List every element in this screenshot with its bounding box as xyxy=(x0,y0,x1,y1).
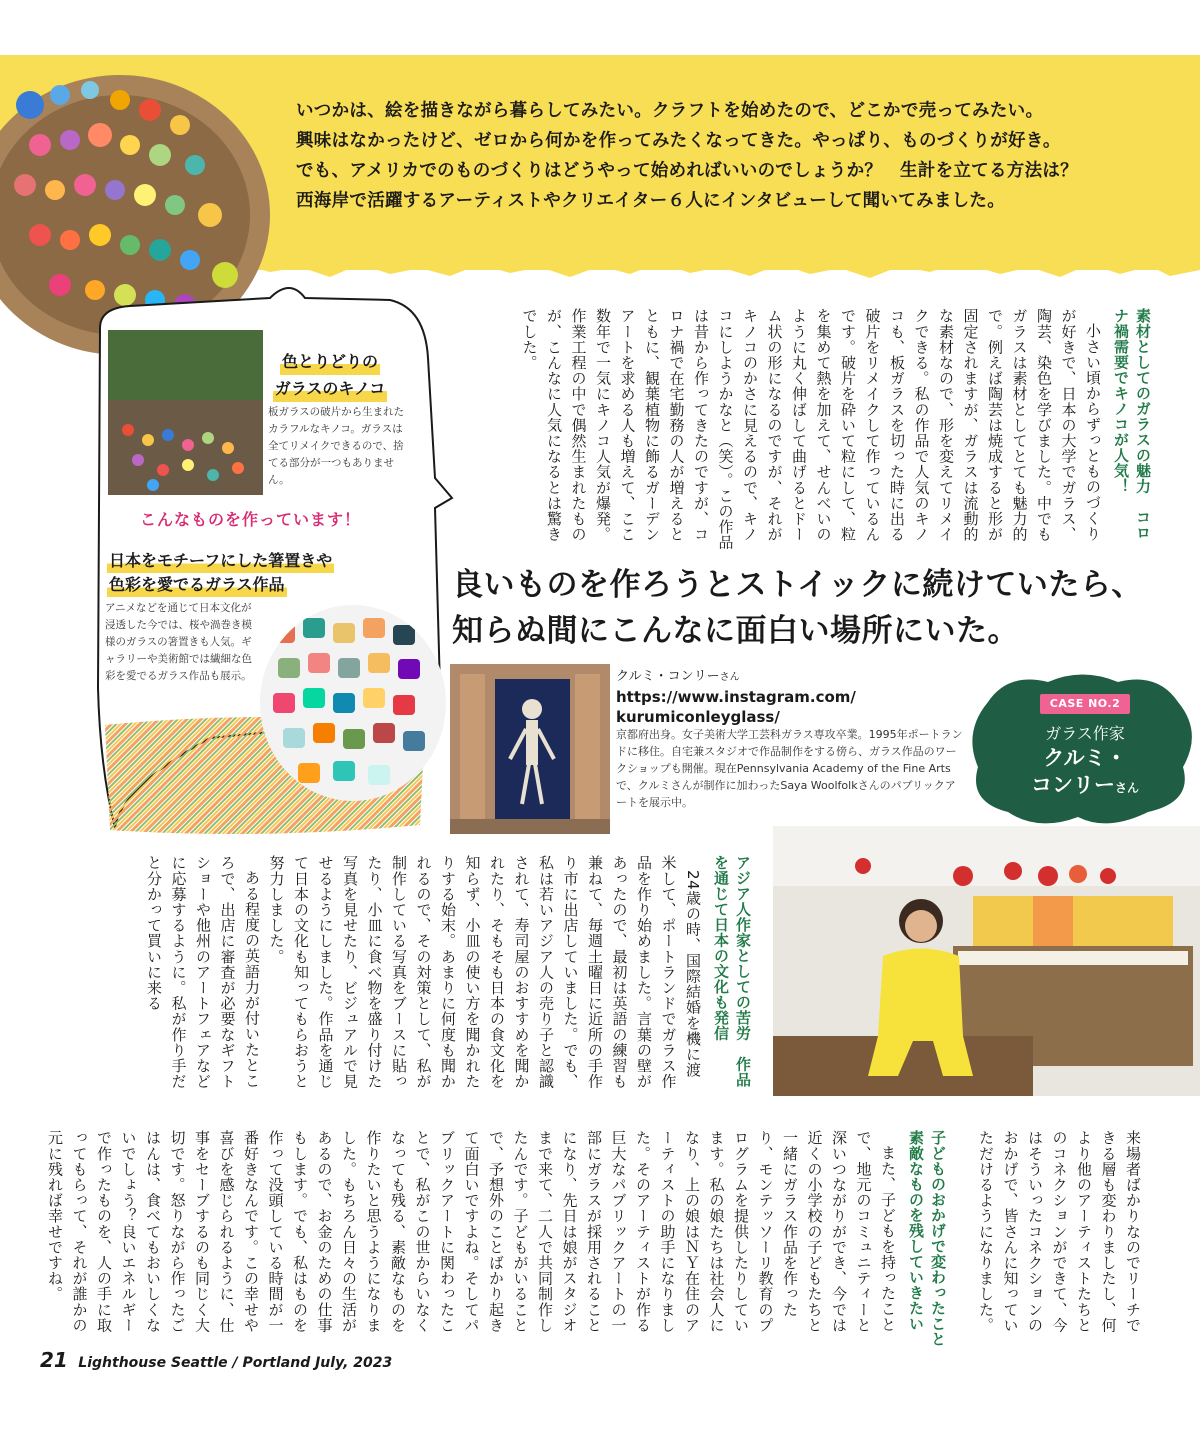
section-2-heading: アジア人作家としての苦労 作品を通じて日本の文化も発信 xyxy=(712,855,752,1088)
profile-name xyxy=(616,665,740,684)
section-2-paragraph-1: 24歳の時、国際結婚を機に渡米して、ポートランドでガラス作品を作り始めました。言葉の壁があったので、最初は英語の練習も兼ねて、毎週土曜日に近所の手作り市に出店していました。でも、私は若いアジア人の売り子と認識されて、寿司屋のおすすめを聞かれたり、そもそも日本の食文化を知らず、小皿の使い方を聞かれたりする始末。あまりに何度も聞かれるので、その対策として、私が制作している写真をブースに貼ったり、小皿に食べ物を盛り付けた写真を見せたり、ビジュアルで見せるようにしました。作品を通じて日本の文化も知ってもらおうと努力しました。 xyxy=(267,855,702,1089)
section-1-heading: 素材としてのガラスの魅力 コロナ禍需要でキノコが人気！ xyxy=(1112,308,1152,541)
section-2-body xyxy=(75,855,705,1090)
intro-line-3: でも、アメリカでのものづくりはどうやって始めればいいのでしょうか？ 生計を立てる方法は？ xyxy=(296,161,1078,181)
profile-url-line-2[interactable]: kurumiconleyglass/ xyxy=(616,708,780,726)
profile-url-line-1[interactable]: https://www.instagram.com/ xyxy=(616,688,856,706)
intro-line-1: いつかは、絵を描きながら暮らしてみたい。クラフトを始めたので、どこかで売ってみたい。 xyxy=(296,101,1044,121)
badge-name-line-2-text: コンリー xyxy=(1030,773,1115,797)
page-footer xyxy=(40,1348,392,1372)
pull-quote-line-2: 知らぬ間にこんなに面白い場所にいた。 xyxy=(452,613,1019,649)
pull-quote xyxy=(452,562,1192,654)
profile-url[interactable] xyxy=(616,687,916,727)
section-1-paragraph: 小さい頃からずっとものづくりが好きで、日本の大学でガラス、陶芸、染色を学びました。中でもガラスは素材としてとても魅力的で。例えば陶芸は焼成すると形が固定されますが、ガラスは流動的な素材なので、形を変えてリメイクできる。私の作品で人気のキノコも、板ガラスを切った時に出る破片をリメイクして作っているんです。破片を砕いて粒にして、粒を集めて熱を加えて、せんべいのように丸く伸ばして曲げるとドーム状の形になるのですが、それがキノコのかさに見えるので、キノコにしようかなと（笑）。この作品は昔から作ってきたのですが、コロナ禍で在宅勤務の人が増えるとともに、観葉植物に飾るガーデンアートを求める人も増えて、ここ数年で一気にキノコ人気が爆発。作業工程の中で偶然生まれたものが、こんなに人気になるとは驚きでした。 xyxy=(520,308,1102,551)
badge-role: ガラス作家 xyxy=(1045,724,1125,743)
page-number: 21 xyxy=(40,1348,68,1372)
public-art-photo xyxy=(450,664,610,834)
magazine-title: Lighthouse Seattle / Portland July, 2023 xyxy=(78,1355,393,1371)
intro-line-4: 西海岸で活躍するアーティストやクリエイター６人にインタビューして聞いてみました。 xyxy=(296,191,1006,211)
section-3-heading: 子どものおかげで変わったこと 素敵なものを残していきたい xyxy=(907,1130,947,1363)
artist-portrait-photo xyxy=(773,826,1200,1096)
caption-1-title xyxy=(270,348,390,402)
profile-name-text: クルミ・コンリー xyxy=(616,669,720,684)
pull-quote-line-1: 良いものを作ろうとストイックに続けていたら、 xyxy=(452,567,1143,603)
profile-bio: 京都府出身。女子美術大学工芸科ガラス専攻卒業。1995年ポートランドに移住。自宅兼スタジオで作品制作をする傍ら、ガラス作品のワークショップも開催。現在Pennsylvania Academy of the Fine Artsで、クルミさんが制作に加わったSaya Woolfolkさんのパブリックアートを展示中。 xyxy=(616,728,963,809)
section-2-continuation-text: 来場者ばかりなのでリーチできる層も変わりましたし、何より他のアーティストたちとのコネクションができて、今はそういったコネクションのおかげで、皆さんに知っていただけるようになりました。 xyxy=(977,1130,1142,1333)
made-label: こんなものを作っています！ xyxy=(140,510,362,529)
badge-name xyxy=(1005,745,1165,802)
caption-2-title-line-2: 色彩を愛でるガラス作品 xyxy=(107,573,287,597)
caption-2-title-line-1: 日本をモチーフにした箸置きや xyxy=(107,549,334,573)
mushroom-garden-photo xyxy=(108,330,263,495)
caption-2-text: アニメなどを通じて日本文化が浸透した今では、桜や渦巻き模様のガラスの箸置きも人気。ギャラリーや美術館では繊細な色彩を愛でるガラス作品も展示。 xyxy=(105,602,252,682)
badge-name-line-1: クルミ・ xyxy=(1043,746,1127,770)
caption-2-title xyxy=(107,549,367,597)
section-2-continuation xyxy=(955,1130,1145,1340)
section-3-paragraph: また、子どもを持ったことで、地元のコミュニティーと深いつながりができ、今では近くの小学校の子どもたちと一緒にガラス作品を作ったり、モンテッソーリ教育のプログラムを提供したりしています。私の娘たちは社会人になり、上の娘はＮＹ在住のアーティストの助手になりました。そのアーティストが作る巨大なパブリックアートの一部にガラスが採用されることになり、先日は娘がスタジオまで来て、二人で共同制作したんです。子どもがいることで、予想外のことばかり起きて面白いですよね。そしてパブリックアートに関わったことで、私がこの世からいなくなっても残る、素敵なものを作りたいと思うようになりました。もちろん日々の生活があるので、お金のための仕事もします。でも、私はものを作って没頭している時間が一番好きなんです。この幸せや喜びを感じられるように、仕事をセーブするのも同じく大切です。怒りながら作ったごはんは、食べてもおいしくないでしょう？良いエネルギーで作ったものを、人の手に取ってもらって、それが誰かの元に残れば幸せですね。 xyxy=(46,1130,897,1333)
glass-chopstick-rests-photo xyxy=(258,603,448,803)
intro-line-2: 興味はなかったけど、ゼロから何かを作ってみたくなってきた。やっぱり、ものづくりが好き。 xyxy=(296,131,1061,151)
section-1-body xyxy=(450,308,1105,553)
caption-1-text: 板ガラスの破片から生まれたカラフルなキノコ。ガラスは全てリメイクできるので、捨てる部分が一つもありません。 xyxy=(268,406,405,486)
badge-name-line-2 xyxy=(1005,772,1165,802)
caption-1-title-line-1: 色とりどりの xyxy=(280,348,380,375)
caption-1-title-line-2: ガラスのキノコ xyxy=(273,375,387,402)
profile-name-suffix: さん xyxy=(719,672,740,683)
badge-name-suffix: さん xyxy=(1114,781,1139,795)
intro-text xyxy=(296,96,1176,216)
section-3-body xyxy=(46,1130,900,1345)
case-number-label: CASE NO.2 xyxy=(1040,694,1130,714)
section-2-paragraph-2: ある程度の英語力が付いたところで、出店に審査が必要なギフトショーや他州のアートフェアなどに応募するように。私が作り手だと分かって買いに来る xyxy=(145,855,261,1089)
